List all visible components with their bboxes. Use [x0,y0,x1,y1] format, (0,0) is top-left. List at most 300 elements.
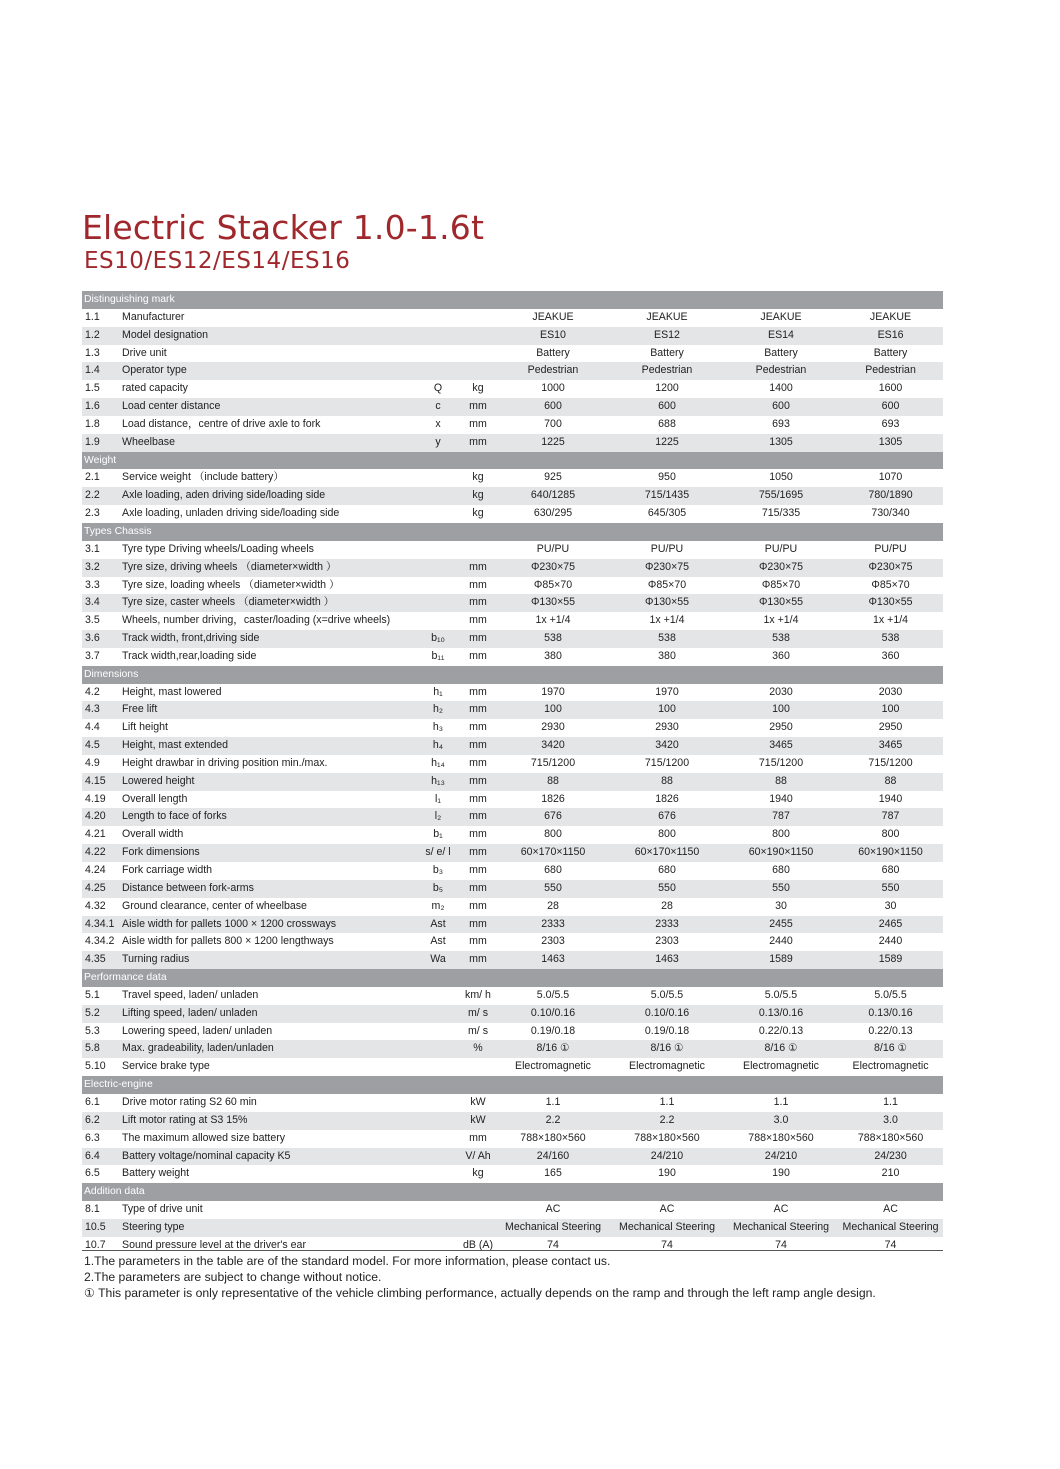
parameter-name: Height, mast extended [120,737,416,755]
model-value: Battery [536,346,570,359]
model-value: 1x +1/4 [763,614,799,627]
parameter-name: Height, mast lowered [122,685,222,698]
parameter-name: Service weight （include battery） [122,471,284,484]
model-value: Electromagnetic [515,1060,591,1073]
table-row [82,808,943,826]
model-value: 538 [496,630,610,648]
parameter-name: Lowering speed, laden/ unladen [122,1024,273,1037]
table-row [82,559,943,577]
symbol [416,469,460,487]
symbol [416,1237,460,1255]
parameter-name: Load center distance [120,398,416,416]
model-value: ES12 [610,327,724,345]
row-number: 6.4 [82,1148,120,1166]
row-number: 3.3 [85,578,100,591]
symbol [416,345,460,363]
section-title: Dimensions [82,666,943,684]
unit: km/ h [465,988,491,1001]
model-value: 5.0/5.5 [536,988,570,1001]
model-value: Φ130×55 [610,594,724,612]
model-value: 1.1 [773,1095,789,1108]
symbol [416,577,460,595]
parameter-name: Length to face of forks [120,808,416,826]
model-value: 0.19/0.18 [644,1024,690,1037]
unit: mm [469,578,487,591]
model-value: 1600 [878,382,903,395]
unit: mm [469,899,487,912]
model-value: 787 [838,808,943,826]
table-row [82,862,943,880]
section-title: Addition data [82,1183,943,1201]
unit: mm [460,737,496,755]
unit: mm [460,808,496,826]
symbol: h₃ [432,721,444,734]
model-value: Mechanical Steering [496,1219,610,1237]
model-value: 2950 [769,721,793,734]
model-value: 0.19/0.18 [530,1024,576,1037]
model-value: 190 [772,1167,790,1180]
model-value: 0.10/0.16 [610,1005,724,1023]
row-number: 4.32 [85,899,106,912]
symbol [416,362,460,380]
table-row [82,345,943,363]
page-title: Electric Stacker 1.0-1.6t [82,208,485,247]
model-value: JEAKUE [532,310,574,323]
row-number: 2.1 [85,471,100,484]
parameter-name: Height drawbar in driving position min./max. [122,756,328,769]
unit: mm [469,756,487,769]
row-number: 4.25 [82,880,120,898]
row-number: 5.2 [82,1005,120,1023]
model-value: 1200 [655,382,679,395]
symbol [416,1023,460,1041]
model-value: 1305 [838,434,943,452]
symbol: c [416,398,460,416]
parameter-name: Battery voltage/nominal capacity K5 [120,1148,416,1166]
model-value: Φ85×70 [533,578,573,591]
unit: kg [472,1167,484,1180]
table-row [82,487,943,505]
model-value: 2930 [541,721,565,734]
row-number: 3.1 [85,542,100,555]
model-value: 3420 [496,737,610,755]
unit: V/ Ah [460,1148,496,1166]
unit: mm [460,594,496,612]
model-value: 60×190×1150 [724,844,838,862]
parameter-name: Lowered height [120,773,416,791]
table-row [82,1130,943,1148]
model-value: Φ130×55 [496,594,610,612]
unit: mm [469,935,487,948]
model-value: ES10 [496,327,610,345]
model-value: 190 [658,1167,676,1180]
parameter-name: Axle loading, unladen driving side/loading side [122,507,340,520]
model-value: 630/295 [533,507,573,520]
model-value: 8/16 ① [724,1040,838,1058]
model-value: 2440 [878,935,903,948]
section-title: Performance data [82,969,943,987]
row-number: 1.1 [85,310,100,323]
row-number: 6.1 [85,1095,100,1108]
footnote: 2.The parameters are subject to change without notice. [84,1269,382,1284]
model-value: Pedestrian [724,362,838,380]
symbol [416,987,460,1005]
symbol: b₅ [416,880,460,898]
model-value: Φ85×70 [871,578,910,591]
model-value: 1.1 [883,1095,898,1108]
model-value: 600 [724,398,838,416]
table-row [82,434,943,452]
model-value: Pedestrian [610,362,724,380]
section-header [82,666,943,684]
parameter-name: Type of drive unit [122,1203,203,1216]
parameter-name: Tyre size, driving wheels （diameter×width ） [120,559,416,577]
parameter-name: Service brake type [122,1060,210,1073]
unit: mm [460,701,496,719]
row-number: 6.2 [82,1112,120,1130]
parameter-name: Drive motor rating S2 60 min [122,1095,257,1108]
row-number: 3.4 [82,594,120,612]
table-row [82,844,943,862]
unit: mm [469,614,487,627]
model-value: 1463 [496,951,610,969]
model-value: 950 [658,471,676,484]
parameter-name: Sound pressure level at the driver's ear [122,1238,306,1251]
unit: mm [469,792,487,805]
parameter-name: The maximum allowed size battery [122,1131,286,1144]
model-value: 88 [610,773,724,791]
table-row [82,916,943,934]
spec-table-body [82,291,943,1255]
model-value: 1940 [769,792,793,805]
section-title: Distinguishing mark [82,291,943,309]
model-value: Electromagnetic [629,1060,705,1073]
table-row [82,701,943,719]
model-value: Mechanical Steering [724,1219,838,1237]
model-value: 676 [496,808,610,826]
footnotes [84,1254,876,1301]
row-number: 4.22 [82,844,120,862]
parameter-name: Wheelbase [120,434,416,452]
model-value: 5.0/5.5 [650,988,684,1001]
model-value: 538 [838,630,943,648]
model-value: 755/1695 [724,487,838,505]
table-row [82,826,943,844]
model-value: ES14 [724,327,838,345]
model-value: Φ85×70 [647,578,687,591]
row-number: 6.5 [85,1167,100,1180]
model-value: ES16 [838,327,943,345]
model-value: 24/160 [496,1148,610,1166]
parameter-name: Wheels, number driving，caster/loading (x=drive wheels) [122,614,391,627]
unit: mm [460,773,496,791]
unit: mm [469,685,487,698]
unit: mm [460,844,496,862]
model-value: 1970 [655,685,679,698]
table-bottom-rule [82,1250,943,1251]
table-row [82,737,943,755]
model-value: 210 [881,1167,900,1180]
footnote: ① This parameter is only representative of the vehicle climbing performance, actually depends on the ramp and through the left ramp angle design. [84,1285,876,1300]
unit: mm [469,721,487,734]
row-number: 3.7 [85,649,100,662]
row-number: 2.2 [82,487,120,505]
model-value: 693 [772,417,790,430]
unit: mm [460,559,496,577]
symbol: Ast [416,916,460,934]
table-row [82,416,943,434]
model-value: 100 [610,701,724,719]
model-value: 1.1 [545,1095,561,1108]
table-row [82,719,943,737]
parameter-name: Turning radius [120,951,416,969]
parameter-name: Distance between fork-arms [120,880,416,898]
model-value: 645/305 [647,507,687,520]
model-value: 680 [772,864,790,876]
model-value: 550 [610,880,724,898]
row-number: 3.2 [82,559,120,577]
model-value: 2440 [769,935,793,948]
parameter-name: Drive unit [122,346,167,359]
symbol: b₃ [432,864,444,876]
parameter-name: Manufacturer [122,310,185,323]
model-value: 730/340 [871,507,910,520]
symbol: m₂ [431,899,445,912]
symbol [416,1058,460,1076]
parameter-name: Free lift [120,701,416,719]
table-row [82,1040,943,1058]
model-value: 2303 [541,935,565,948]
model-value: Mechanical Steering [838,1219,943,1237]
symbol [416,1094,460,1112]
symbol: h₂ [416,701,460,719]
model-value: JEAKUE [760,310,802,323]
model-value: 715/1200 [868,756,913,769]
model-value: 788×180×560 [748,1131,814,1144]
model-value: JEAKUE [646,310,688,323]
model-value: 1x +1/4 [535,614,571,627]
model-value: Pedestrian [496,362,610,380]
model-value: 165 [544,1167,562,1180]
model-value: 0.22/0.13 [868,1024,913,1037]
symbol: Q [433,382,443,395]
model-value: 2455 [724,916,838,934]
symbol [416,612,460,630]
row-number: 6.3 [85,1131,100,1144]
unit: mm [460,880,496,898]
model-value: 680 [544,864,562,876]
symbol [416,1148,460,1166]
model-value: 8/16 ① [610,1040,724,1058]
model-value: 715/335 [761,507,801,520]
row-number: 4.21 [85,828,106,841]
symbol [416,559,460,577]
table-row [82,880,943,898]
section-header [82,1183,943,1201]
row-number: 4.4 [85,721,100,734]
model-value: 88 [724,773,838,791]
row-number: 8.1 [85,1203,100,1216]
model-value: 680 [658,864,676,876]
model-value: 700 [544,417,562,430]
model-value: 2333 [610,916,724,934]
row-number: 1.5 [85,382,100,395]
table-row [82,1112,943,1130]
symbol: h₁₃ [416,773,460,791]
model-value: PU/PU [536,542,570,555]
row-number: 4.3 [82,701,120,719]
parameter-name: Aisle width for pallets 1000 × 1200 crossways [120,916,416,934]
model-value: 1826 [541,792,565,805]
symbol [416,327,460,345]
footnote: 1.The parameters in the table are of the standard model. For more information, please contact us. [84,1254,611,1268]
section-header [82,523,943,541]
model-value: 24/230 [838,1148,943,1166]
section-title: Weight [82,452,943,470]
table-row [82,469,943,487]
table-row [82,684,943,702]
symbol [416,1201,460,1219]
model-value: 2930 [655,721,679,734]
table-row [82,577,943,595]
model-value: 3465 [838,737,943,755]
model-value: 3.0 [724,1112,838,1130]
symbol [416,309,460,327]
parameter-name: Track width, front,driving side [120,630,416,648]
unit [460,362,496,380]
model-value: 538 [610,630,724,648]
symbol: s/ e/ l [416,844,460,862]
model-value: 600 [496,398,610,416]
model-value: 1305 [724,434,838,452]
section-header [82,291,943,309]
spec-table [82,291,943,1255]
model-value: AC [545,1203,561,1216]
table-row [82,309,943,327]
symbol [416,1112,460,1130]
model-value: 1400 [769,382,793,395]
model-value: 1589 [838,951,943,969]
model-value: 550 [496,880,610,898]
parameter-name: Aisle width for pallets 800 × 1200 lengthways [122,935,334,948]
model-value: AC [773,1203,789,1216]
model-value: 780/1890 [838,487,943,505]
table-row [82,505,943,523]
symbol: y [416,434,460,452]
row-number: 4.24 [85,864,106,876]
model-value: 3420 [610,737,724,755]
model-value: 550 [838,880,943,898]
unit [460,1058,496,1076]
symbol [416,541,460,559]
model-value: Φ130×55 [724,594,838,612]
model-value: 0.13/0.16 [724,1005,838,1023]
unit [460,327,496,345]
model-value: 0.22/0.13 [758,1024,804,1037]
model-value: 24/210 [724,1148,838,1166]
model-value: 1463 [610,951,724,969]
symbol: h₄ [416,737,460,755]
section-title: Types Chassis [82,523,943,541]
page-subtitle: ES10/ES12/ES14/ES16 [84,248,351,274]
table-row [82,1219,943,1237]
parameter-name: Ground clearance, center of wheelbase [122,899,307,912]
model-value: PU/PU [764,542,798,555]
model-value: 2.2 [610,1112,724,1130]
symbol: h₁ [433,685,443,698]
model-value: 800 [881,828,900,841]
model-value: 2.2 [496,1112,610,1130]
parameter-name: Overall width [122,828,184,841]
unit: kg [472,382,484,395]
model-value: 1970 [541,685,565,698]
model-value: Mechanical Steering [610,1219,724,1237]
model-value: 360 [881,649,900,662]
model-value: Electromagnetic [852,1060,929,1073]
unit: dB (A) [462,1238,494,1251]
symbol [416,1219,460,1237]
table-row [82,1023,943,1041]
parameter-name: Overall length [122,792,188,805]
model-value: 100 [496,701,610,719]
parameter-name: Battery weight [122,1167,190,1180]
model-value: 2303 [655,935,679,948]
table-row [82,630,943,648]
table-row [82,1148,943,1166]
model-value: 100 [838,701,943,719]
unit: mm [469,864,487,876]
row-number: 3.6 [82,630,120,648]
model-value: Φ230×75 [610,559,724,577]
row-number: 4.5 [82,737,120,755]
model-value: 715/1200 [530,756,576,769]
parameter-name: Axle loading, aden driving side/loading side [120,487,416,505]
table-row [82,951,943,969]
symbol [416,505,460,523]
unit: mm [460,630,496,648]
model-value: 8/16 ① [496,1040,610,1058]
model-value: 538 [724,630,838,648]
parameter-name: Operator type [120,362,416,380]
model-value: 74 [775,1238,787,1251]
parameter-name: Lifting speed, laden/ unladen [120,1005,416,1023]
unit: kg [472,471,484,484]
model-value: 380 [544,649,562,662]
symbol: b₁ [433,828,443,841]
model-value: 680 [881,864,900,876]
unit: mm [460,398,496,416]
table-row [82,612,943,630]
model-value: 1225 [496,434,610,452]
parameter-name: Fork dimensions [120,844,416,862]
row-number: 4.34.1 [82,916,120,934]
symbol [416,1005,460,1023]
symbol [416,1165,460,1183]
row-number: 5.10 [85,1060,106,1073]
model-value: 2030 [769,685,793,698]
model-value: 28 [661,899,673,912]
model-value: 2030 [878,685,903,698]
table-row [82,755,943,773]
model-value: 1225 [610,434,724,452]
table-row [82,898,943,916]
row-number: 1.8 [85,417,100,430]
unit [460,345,496,363]
model-value: 788×180×560 [634,1131,700,1144]
parameter-name: Steering type [120,1219,416,1237]
model-value: 74 [547,1238,559,1251]
model-value: PU/PU [650,542,684,555]
